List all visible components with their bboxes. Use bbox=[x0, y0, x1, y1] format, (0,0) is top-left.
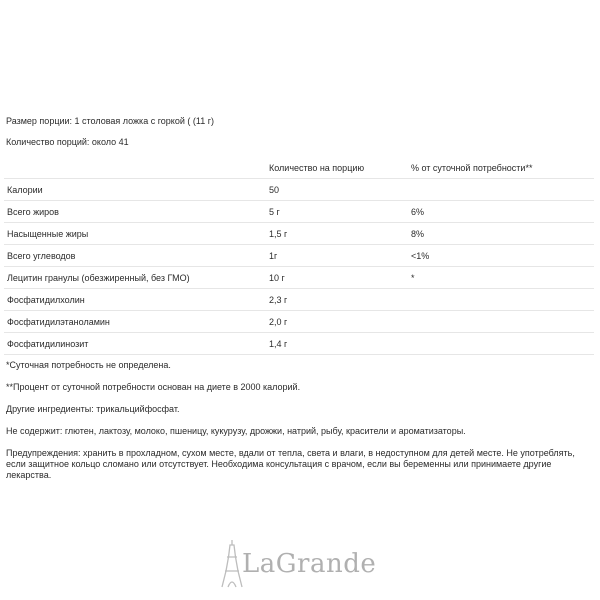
dv-basis-note: **Процент от суточной потребности основан на диете в 2000 калорий. bbox=[6, 382, 301, 392]
nutrient-name: Всего жиров bbox=[4, 201, 266, 223]
nutrient-amount: 1г bbox=[266, 245, 408, 267]
nutrient-amount: 1,5 г bbox=[266, 223, 408, 245]
nutrient-amount: 1,4 г bbox=[266, 333, 408, 355]
nutrition-table bbox=[4, 157, 594, 355]
nutrient-name: Фосфатидилхолин bbox=[4, 289, 266, 311]
nutrient-amount: 2,3 г bbox=[266, 289, 408, 311]
nutrient-name: Калории bbox=[4, 179, 266, 201]
nutrient-name: Фосфатидилинозит bbox=[4, 333, 266, 355]
nutrient-amount: 5 г bbox=[266, 201, 408, 223]
table-row bbox=[4, 201, 594, 223]
header-amount: Количество на порцию bbox=[266, 157, 408, 179]
warnings: Предупреждения: хранить в прохладном, сухом месте, вдали от тепла, света и влаги, в недоступном для детей месте. Не употреблять, если защитное кольцо сломано или отсутствует. Необходима консультация с врачом, если вы беременны или принимаете другие лекарства. bbox=[6, 448, 575, 480]
nutrient-amount: 2,0 г bbox=[266, 311, 408, 333]
table-row bbox=[4, 245, 594, 267]
table-row bbox=[4, 179, 594, 201]
footnotes bbox=[6, 360, 590, 492]
free-of-list: Не содержит: глютен, лактозу, молоко, пшеницу, кукурузу, дрожжи, натрий, рыбу, красители и ароматизаторы. bbox=[6, 426, 466, 436]
nutrient-dv: 8% bbox=[408, 223, 594, 245]
nutrient-name: Всего углеводов bbox=[4, 245, 266, 267]
nutrient-name: Лецитин гранулы (обезжиренный, без ГМО) bbox=[4, 267, 266, 289]
nutrient-dv bbox=[408, 179, 594, 201]
nutrient-dv: * bbox=[408, 267, 594, 289]
nutrient-amount: 50 bbox=[266, 179, 408, 201]
table-row bbox=[4, 223, 594, 245]
table-header-row bbox=[4, 157, 594, 179]
table-row bbox=[4, 311, 594, 333]
nutrient-dv: <1% bbox=[408, 245, 594, 267]
table-row bbox=[4, 289, 594, 311]
table-row bbox=[4, 267, 594, 289]
servings-count: Количество порций: около 41 bbox=[6, 137, 129, 147]
watermark-text: LaGrande bbox=[242, 549, 377, 579]
nutrient-dv bbox=[408, 289, 594, 311]
dv-undefined-note: *Суточная потребность не определена. bbox=[6, 360, 171, 370]
table-row bbox=[4, 333, 594, 355]
nutrient-name: Фосфатидилэтаноламин bbox=[4, 311, 266, 333]
nutrient-dv bbox=[408, 311, 594, 333]
other-ingredients: Другие ингредиенты: трикальцийфосфат. bbox=[6, 404, 180, 414]
serving-size: Размер порции: 1 столовая ложка с горкой ( (11 г) bbox=[6, 116, 214, 126]
lagrande-watermark bbox=[219, 539, 376, 589]
nutrient-name: Насыщенные жиры bbox=[4, 223, 266, 245]
nutrient-dv: 6% bbox=[408, 201, 594, 223]
nutrient-amount: 10 г bbox=[266, 267, 408, 289]
header-empty bbox=[4, 157, 266, 179]
nutrient-dv bbox=[408, 333, 594, 355]
header-daily-value: % от суточной потребности** bbox=[408, 157, 594, 179]
